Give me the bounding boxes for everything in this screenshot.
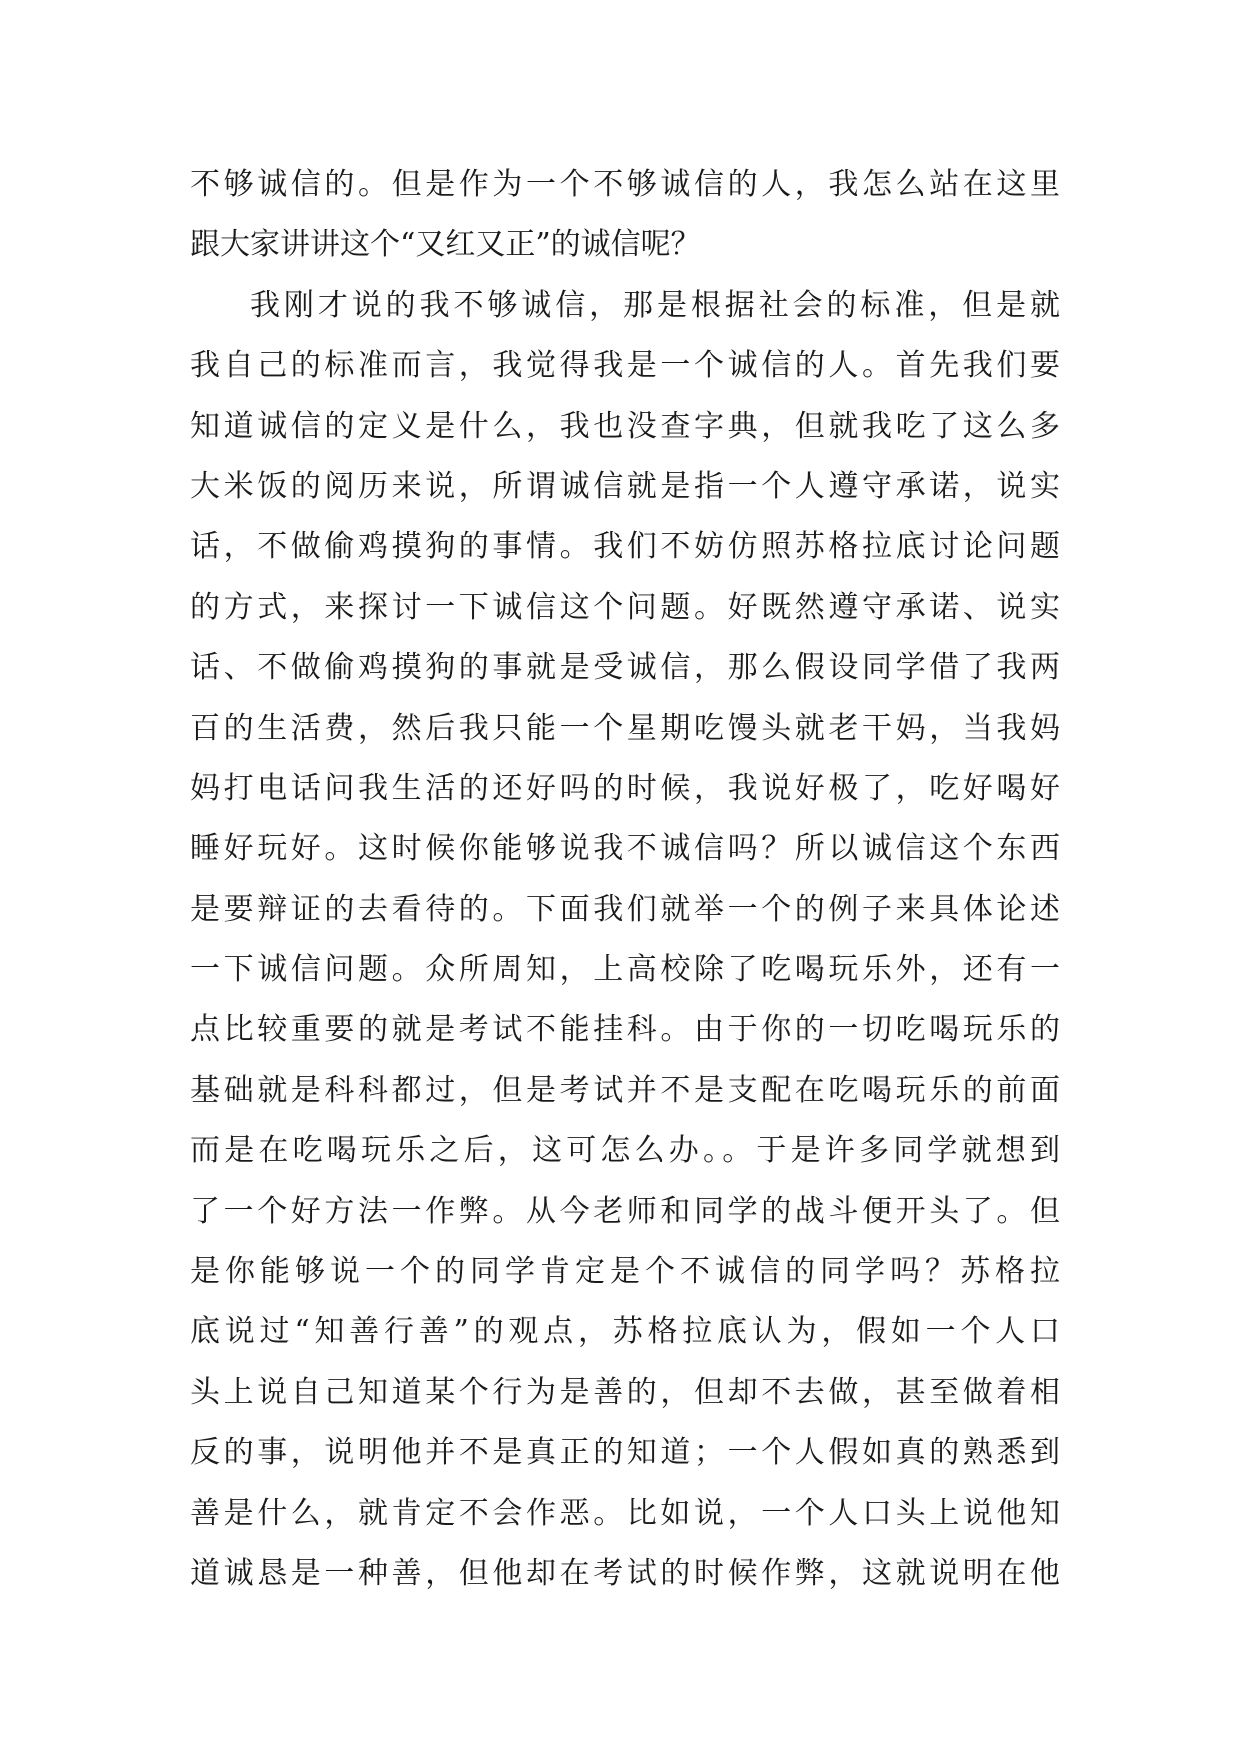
text-line: 百的生活费，然后我只能一个星期吃馒头就老干妈，当我妈: [190, 710, 1060, 746]
text-line: 话、不做偷鸡摸狗的事就是受诚信，那么假设同学借了我两: [190, 650, 1060, 686]
text-line: 基础就是科科都过，但是考试并不是支配在吃喝玩乐的前面: [190, 1072, 1060, 1108]
text-line: 点比较重要的就是考试不能挂科。由于你的一切吃喝玩乐的: [190, 1012, 1060, 1048]
text-line: 的方式，来探讨一下诚信这个问题。好既然遵守承诺、说实: [190, 589, 1060, 625]
text-line: 是要辩证的去看待的。下面我们就举一个的例子来具体论述: [190, 891, 1060, 927]
text-line: 知道诚信的定义是什么，我也没查字典，但就我吃了这么多: [190, 408, 1060, 444]
text-line: 道诚恳是一种善，但他却在考试的时候作弊，这就说明在他: [190, 1555, 1060, 1591]
text-line-paragraph-start: 我刚才说的我不够诚信，那是根据社会的标准，但是就: [250, 287, 1060, 323]
text-line: 大米饭的阅历来说，所谓诚信就是指一个人遵守承诺，说实: [190, 468, 1060, 504]
text-line: 是你能够说一个的同学肯定是个不诚信的同学吗？苏格拉: [190, 1254, 1060, 1290]
text-line: 妈打电话问我生活的还好吗的时候，我说好极了，吃好喝好: [190, 770, 1060, 806]
text-line: 话，不做偷鸡摸狗的事情。我们不妨仿照苏格拉底讨论问题: [190, 529, 1060, 565]
text-line: 反的事，说明他并不是真正的知道；一个人假如真的熟悉到: [190, 1435, 1060, 1471]
text-line: 跟大家讲讲这个“又红又正”的诚信呢？: [190, 227, 701, 263]
text-line: 我自己的标准而言，我觉得我是一个诚信的人。首先我们要: [190, 348, 1060, 384]
text-line: 不够诚信的。但是作为一个不够诚信的人，我怎么站在这里: [190, 167, 1060, 202]
text-line: 善是什么，就肯定不会作恶。比如说，一个人口头上说他知: [190, 1495, 1060, 1531]
text-line: 底说过“知善行善”的观点，苏格拉底认为，假如一个人口: [190, 1314, 1060, 1350]
text-line: 了一个好方法一作弊。从今老师和同学的战斗便开头了。但: [190, 1193, 1060, 1229]
text-line: 睡好玩好。这时候你能够说我不诚信吗？所以诚信这个东西: [190, 831, 1060, 867]
text-line: 一下诚信问题。众所周知，上高校除了吃喝玩乐外，还有一: [190, 952, 1060, 988]
text-line: 而是在吃喝玩乐之后，这可怎么办。。于是许多同学就想到: [190, 1133, 1060, 1169]
body-text: [190, 155, 1060, 1604]
text-line: 头上说自己知道某个行为是善的，但却不去做，甚至做着相: [190, 1374, 1060, 1410]
